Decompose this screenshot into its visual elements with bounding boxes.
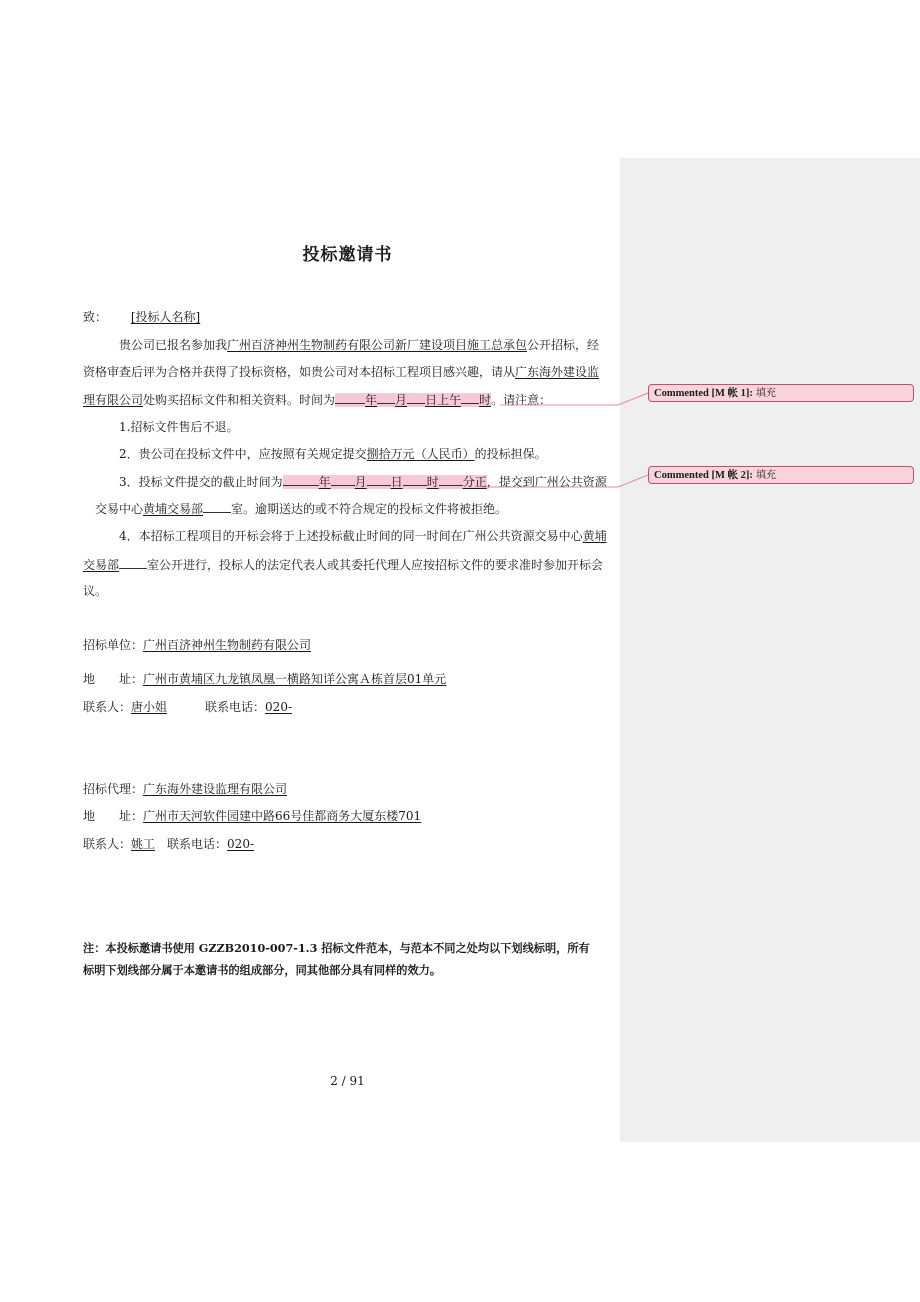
- item-2: 2．贵公司在投标文件中，应按照有关规定提交捌拾万元（人民币）的投标担保。: [119, 447, 547, 461]
- addressee-value: [投标人名称]: [130, 310, 201, 324]
- comment-2[interactable]: Commented [M 帐 2]: 填充: [648, 466, 914, 484]
- project-name: 广州百济神州生物制药有限公司新厂建设项目施工总承包: [227, 338, 528, 352]
- addressee-prefix: 致：: [83, 310, 108, 324]
- paragraph-1-line-2: 资格审查后评为合格并获得了投标资格，如贵公司对本招标工程项目感兴趣，请从广东海外建设监: [83, 365, 600, 379]
- agent-name-inline: 广东海外建设监: [515, 365, 600, 379]
- agent-address: 地 址：广州市天河软件园建中路66号佳都商务大厦东楼701: [83, 809, 422, 823]
- item-4-line-1: 4．本招标工程项目的开标会将于上述投标截止时间的同一时间在广州公共资源交易中心黄埔: [119, 529, 607, 543]
- tenderer-contact: 联系人：唐小姐 联系电话：020-: [83, 700, 293, 714]
- agent-contact: 联系人：姚工 联系电话：020-: [83, 837, 255, 851]
- comment-1[interactable]: Commented [M 帐 1]: 填充: [648, 384, 914, 402]
- item-1: 1.招标文件售后不退。: [119, 420, 239, 434]
- purchase-time-field[interactable]: 年 月 日上午 时: [335, 393, 491, 407]
- page-number: 2 / 91: [330, 1074, 365, 1088]
- item-3-line-1: 3．投标文件提交的截止时间为 年 月 日 时 分正，提交到广州公共资源: [119, 475, 607, 489]
- document-title: 投标邀请书: [302, 245, 393, 265]
- item-4-line-2: 交易部 室公开进行，投标人的法定代表人或其委托代理人应按招标文件的要求准时参加开标会: [83, 558, 604, 572]
- bid-bond-amount: 捌拾万元（人民币）: [366, 447, 475, 461]
- agent-unit: 招标代理：广东海外建设监理有限公司: [83, 782, 288, 796]
- deadline-field[interactable]: 年 月 日 时 分正: [283, 475, 487, 489]
- comments-margin-panel: [620, 158, 920, 1142]
- item-3-line-2: 交易中心黄埔交易部 室。逾期送达的或不符合规定的投标文件将被拒绝。: [95, 502, 508, 516]
- tenderer-address: 地 址：广州市黄埔区九龙镇凤凰一横路知详公寓Ａ栋首层01单元: [83, 672, 447, 686]
- template-note: 注：本投标邀请书使用 GZZB2010-007-1.3 招标文件范本，与范本不同之处均以下划线标明，所有 标明下划线部分属于本邀请书的组成部分，同其他部分具有同样的效力。: [83, 941, 590, 977]
- paragraph-1-line-1: 贵公司已报名参加我广州百济神州生物制药有限公司新厂建设项目施工总承包公开招标，经: [119, 338, 600, 352]
- item-4-line-3: 议。: [83, 584, 108, 598]
- tenderer-unit: 招标单位：广州百济神州生物制药有限公司: [83, 638, 312, 652]
- addressee-line: [83, 309, 210, 325]
- paragraph-1-line-3: 理有限公司处购买招标文件和相关资料。时间为 年 月 日上午 时。请注意：: [83, 393, 552, 407]
